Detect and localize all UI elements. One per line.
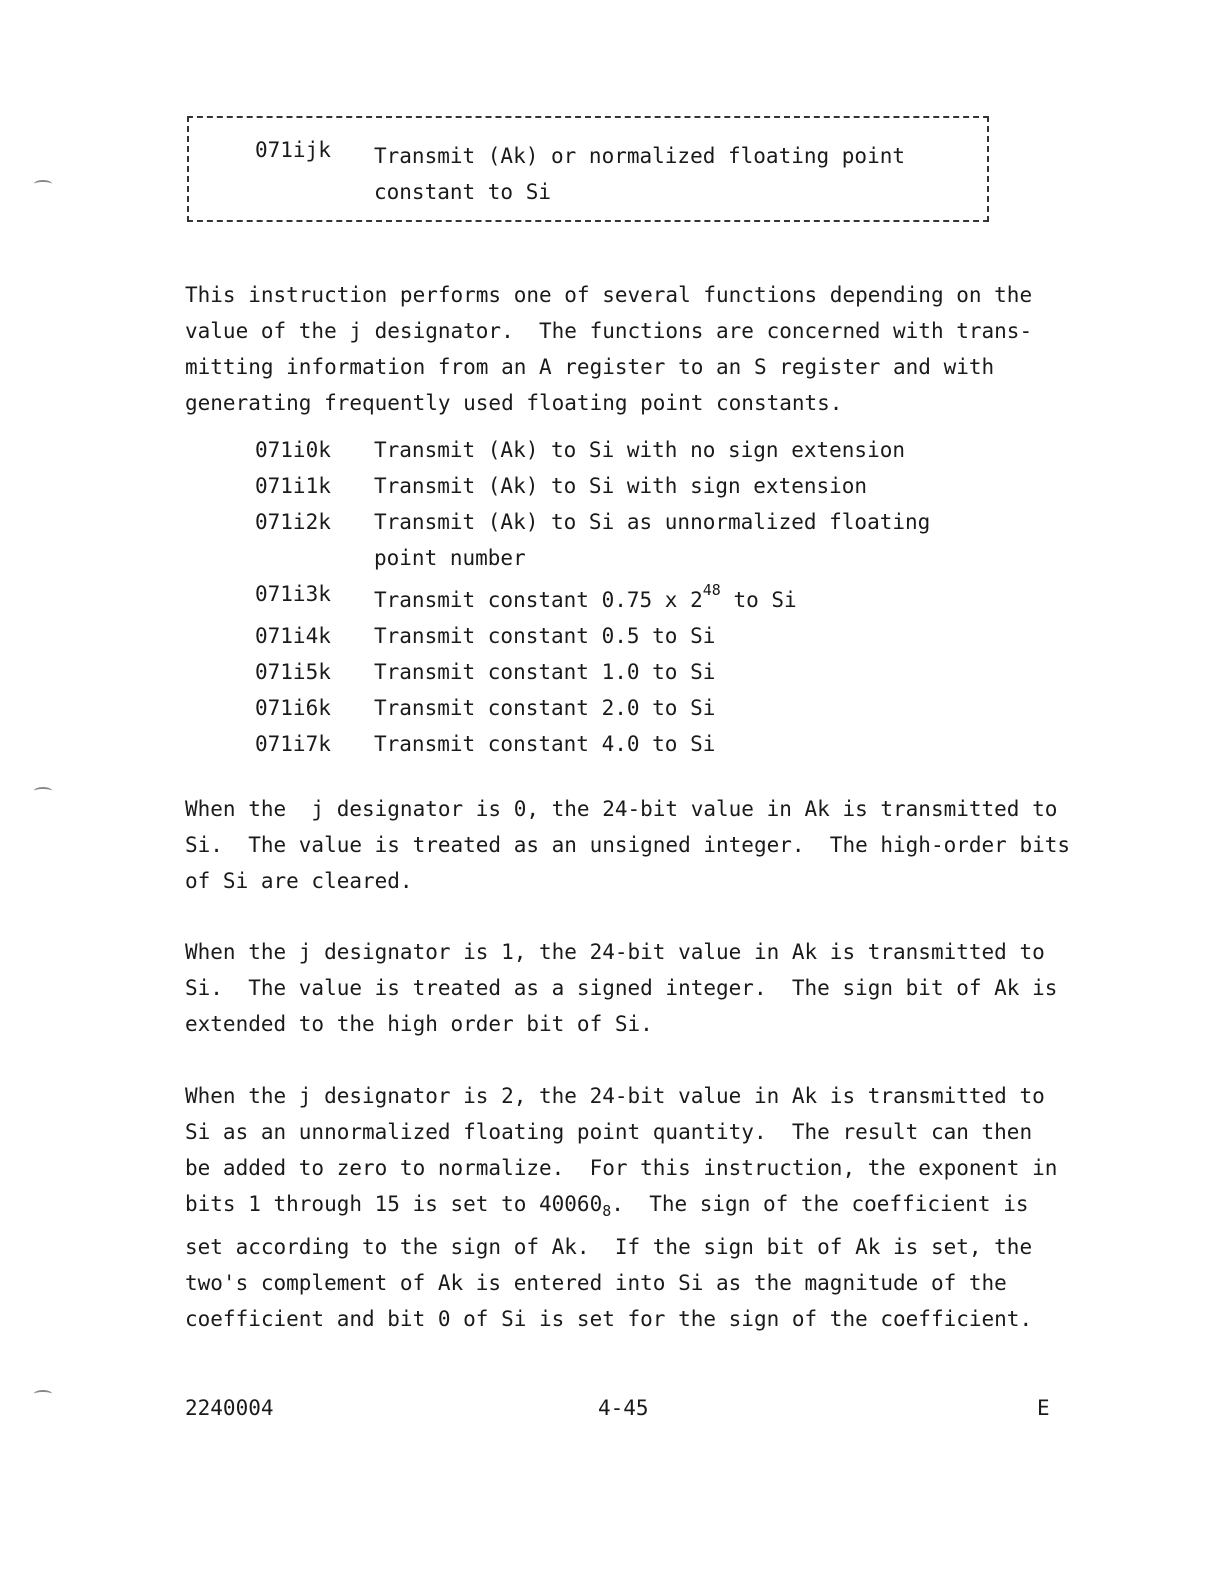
text-line: two's complement of Ak is entered into Si as the magnitude of the xyxy=(185,1271,1007,1296)
footer-doc-number: 2240004 xyxy=(185,1396,274,1420)
variant-code: 071i6k xyxy=(255,696,331,720)
variant-code: 071i7k xyxy=(255,732,331,756)
variant-description: Transmit constant 0.5 to Si xyxy=(374,624,716,648)
variant-description-text: Transmit constant 0.75 x 2 xyxy=(374,588,703,612)
footer-page-number: 4-45 xyxy=(598,1396,649,1420)
instruction-header-box xyxy=(187,116,989,222)
variant-list xyxy=(255,432,1015,762)
text-line: Si. The value is treated as a signed integer. The sign bit of Ak is xyxy=(185,976,1058,1000)
variant-description: Transmit (Ak) to Si with no sign extension xyxy=(374,438,906,462)
list-item xyxy=(255,726,1015,762)
paragraph-j2 xyxy=(185,1078,1058,1337)
paragraph-j0 xyxy=(185,791,1071,899)
text-line: Si as an unnormalized floating point quantity. The result can then xyxy=(185,1120,1033,1144)
variant-code: 071i5k xyxy=(255,660,331,684)
variant-code: 071i4k xyxy=(255,624,331,648)
intro-paragraph xyxy=(185,277,1033,421)
text-line: When the j designator is 1, the 24-bit value in Ak is transmitted to xyxy=(185,940,1045,964)
variant-code: 071i0k xyxy=(255,438,331,462)
margin-mark xyxy=(34,1390,52,1398)
text-line: of Si are cleared. xyxy=(185,869,413,893)
text-line: mitting information from an A register to an S register and with xyxy=(185,355,995,379)
text-line: set according to the sign of Ak. If the sign bit of Ak is set, the xyxy=(185,1235,1033,1260)
variant-code: 071i1k xyxy=(255,474,331,498)
text-line: This instruction performs one of several functions depending on the xyxy=(185,283,1033,307)
list-item xyxy=(255,618,1015,654)
margin-mark xyxy=(34,180,52,188)
text-line: coefficient and bit 0 of Si is set for the sign of the coefficient. xyxy=(185,1307,1033,1332)
variant-code: 071i3k xyxy=(255,582,331,606)
list-item xyxy=(255,468,1015,504)
list-item xyxy=(255,504,1015,576)
list-item xyxy=(255,576,1015,618)
text-line: Si. The value is treated as an unsigned integer. The high-order bits xyxy=(185,833,1071,857)
paragraph-j1 xyxy=(185,934,1058,1042)
variant-description: Transmit constant 4.0 to Si xyxy=(374,732,716,756)
text-fragment: bits 1 through 15 is set to 40060 xyxy=(185,1192,603,1216)
variant-description-text: to Si xyxy=(720,588,797,612)
list-item xyxy=(255,432,1015,468)
margin-mark xyxy=(34,787,52,795)
text-fragment: . The sign of the coefficient is xyxy=(611,1192,1029,1216)
variant-description: Transmit constant 2.0 to Si xyxy=(374,696,716,720)
text-line: be added to zero to normalize. For this instruction, the exponent in xyxy=(185,1156,1058,1180)
instruction-code: 071ijk xyxy=(255,138,331,162)
variant-code: 071i2k xyxy=(255,510,331,534)
text-line: generating frequently used floating point constants. xyxy=(185,391,843,415)
list-item xyxy=(255,690,1015,726)
text-line: value of the j designator. The functions are concerned with trans- xyxy=(185,319,1033,343)
exponent: 48 xyxy=(702,581,721,599)
variant-description xyxy=(374,576,1015,618)
footer-revision: E xyxy=(1037,1396,1050,1420)
text-line xyxy=(185,1186,1029,1229)
text-line: When the j designator is 0, the 24-bit value in Ak is transmitted to xyxy=(185,797,1058,821)
text-line: When the j designator is 2, the 24-bit value in Ak is transmitted to xyxy=(185,1084,1045,1108)
list-item xyxy=(255,654,1015,690)
variant-description: Transmit (Ak) to Si as unnormalized floating point number xyxy=(374,510,943,570)
instruction-description: Transmit (Ak) or normalized floating point constant to Si xyxy=(374,144,906,204)
octal-subscript: 8 xyxy=(602,1202,612,1221)
text-line: extended to the high order bit of Si. xyxy=(185,1012,653,1036)
variant-description: Transmit constant 1.0 to Si xyxy=(374,660,716,684)
variant-description: Transmit (Ak) to Si with sign extension xyxy=(374,474,868,498)
